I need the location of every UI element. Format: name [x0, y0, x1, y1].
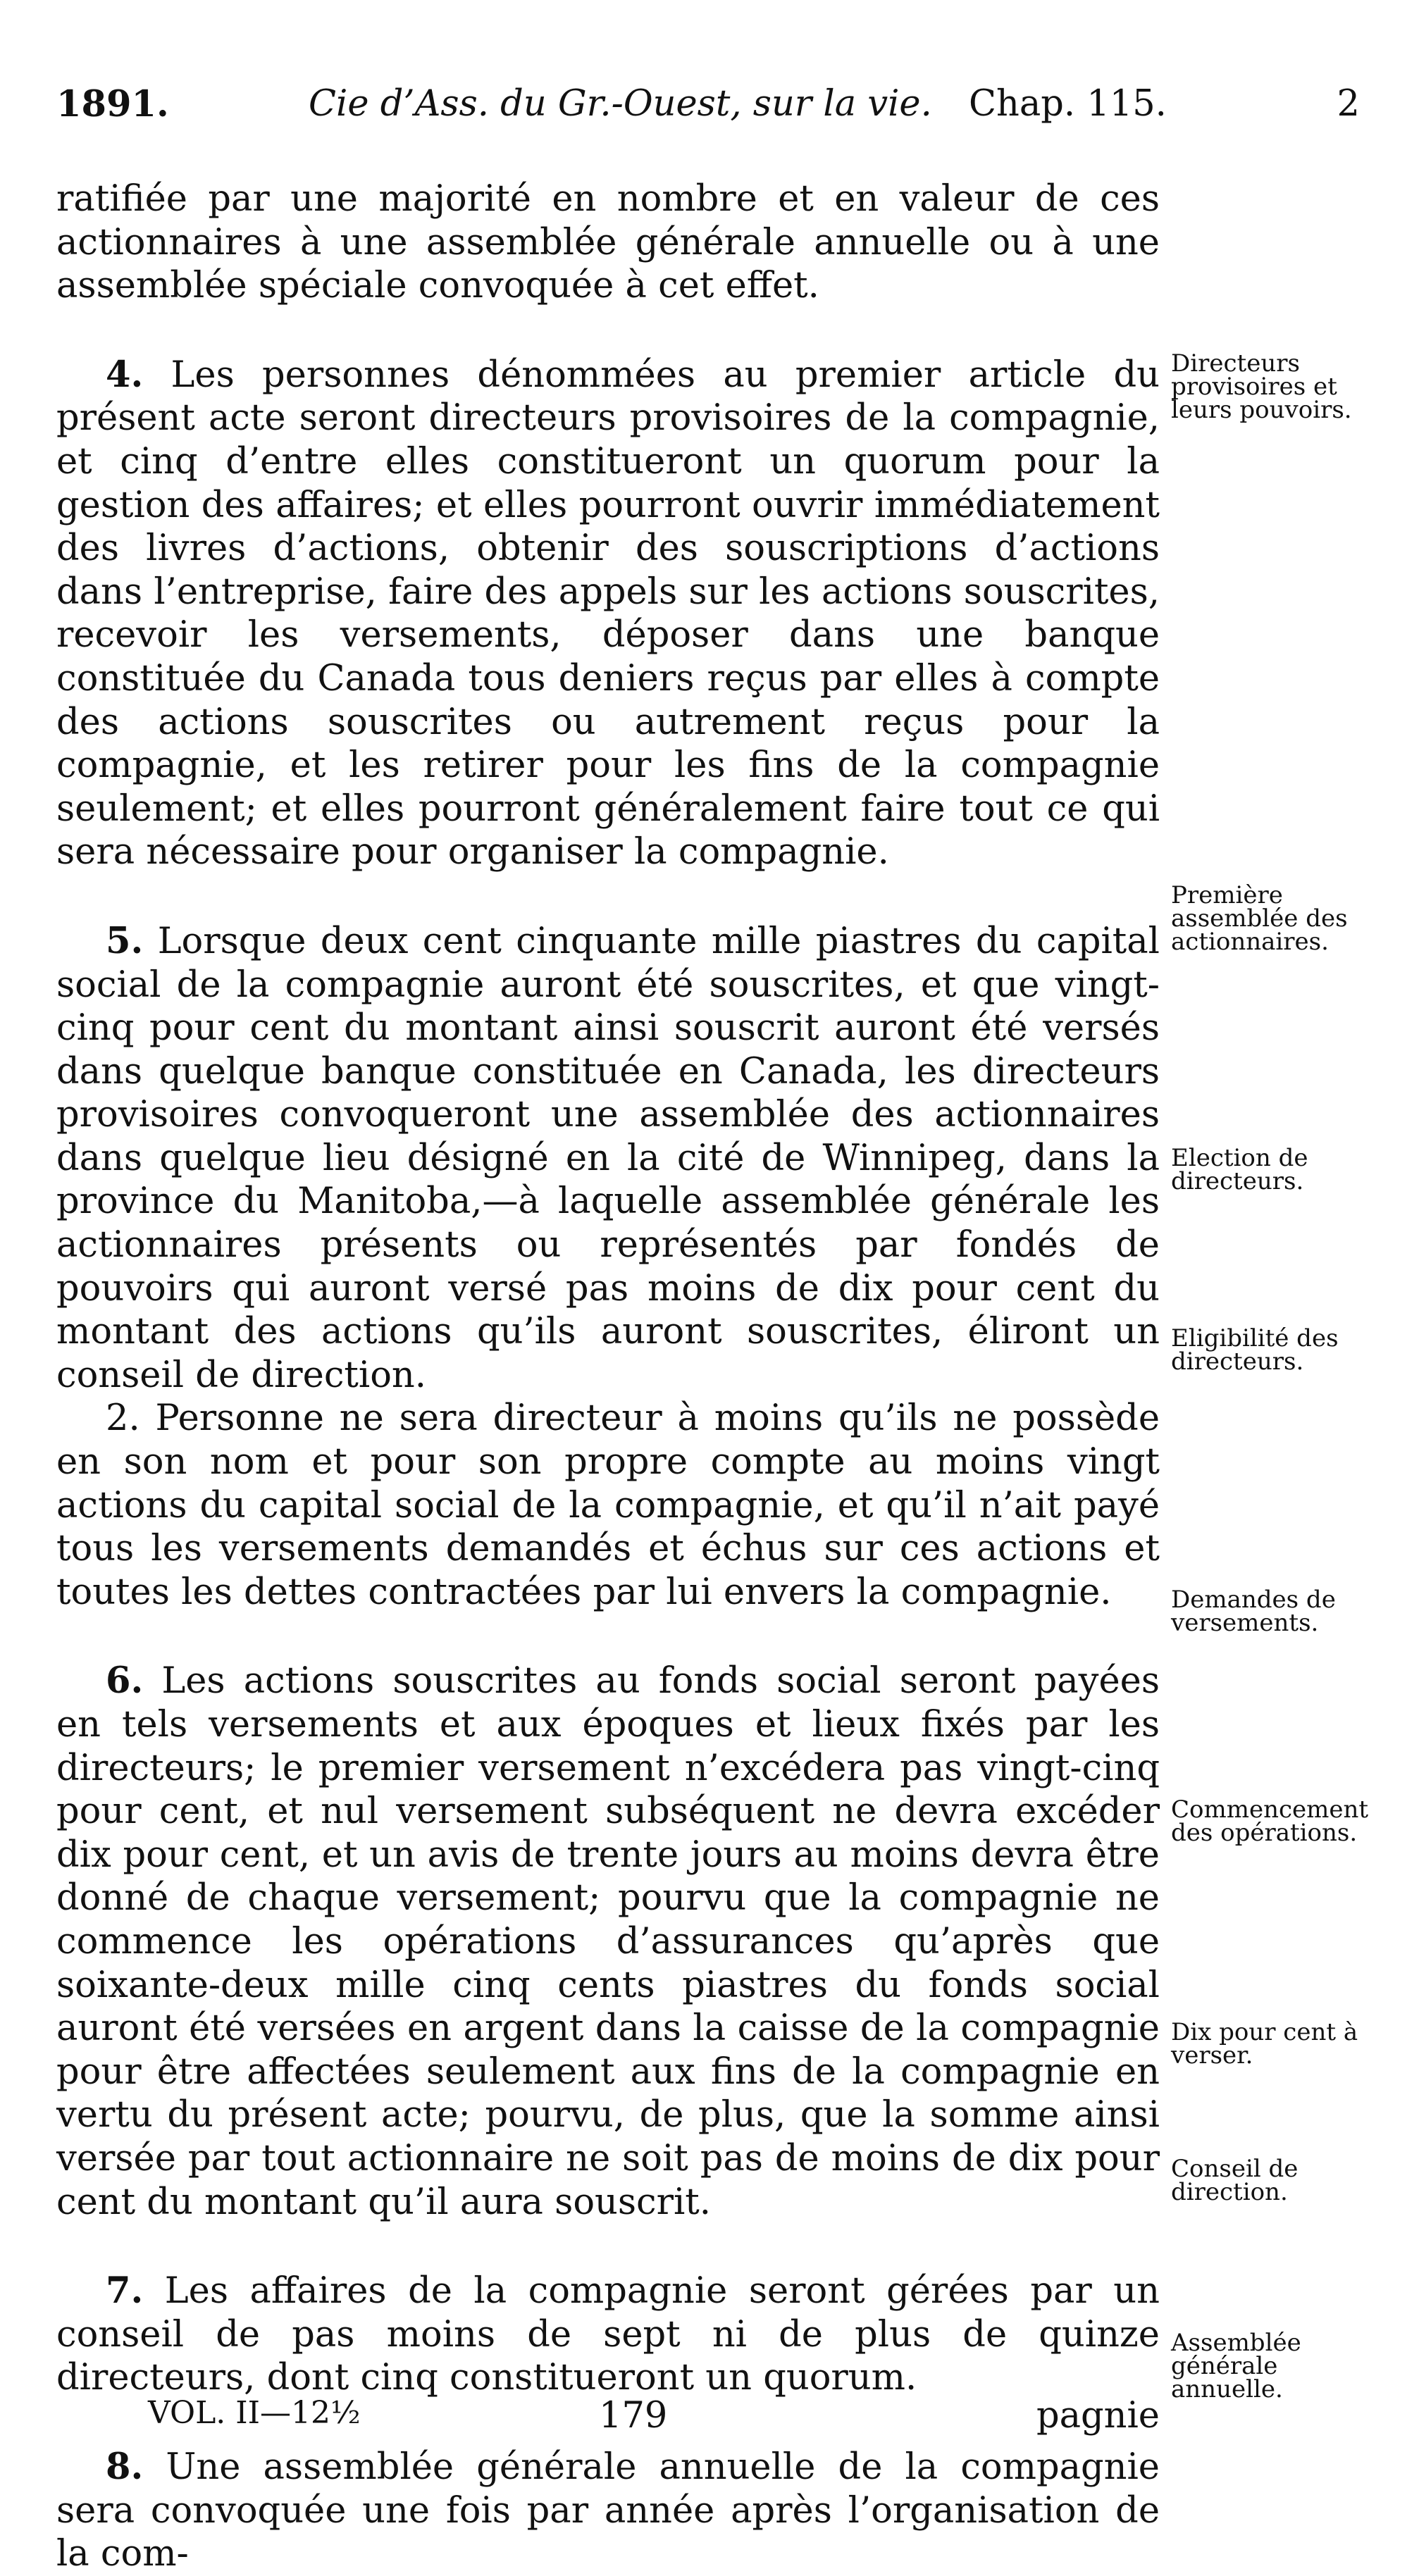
subsection-number: 2. [106, 1398, 140, 1440]
page-footer [56, 2395, 1160, 2444]
margin-note: Dix pour cent à verser. [1171, 2018, 1358, 2070]
paragraph-text: Les affaires de la compagnie seront gérées par un conseil de pas moins de sept ni de plus de quinze directeurs, dont cinq constitueront un quorum. [56, 2270, 1160, 2399]
header-year: 1891. [56, 83, 169, 125]
body-text [56, 178, 1160, 2576]
section-number: 8. [106, 2445, 144, 2488]
section-5-subsection-2 [56, 1397, 1160, 1614]
paragraph-text: Lorsque deux cent cinquante mille piastres du capital social de la compagnie auront été souscrites, et que vingt-cinq pour cent du montant ainsi souscrit auront été versés dans quelque banque constituée en Canada, les directeurs provisoires convoqueront une assemblée des actionnaires dans quelque lieu désigné en la cité de Winnipeg, dans la province du Manitoba,—à laquelle assemblée générale les actionnaires présents ou représentés par fondés de pouvoirs qui auront versé pas moins de dix pour cent du montant des actions qu’ils auront souscrites, éliront un conseil de direction. [56, 920, 1160, 1396]
margin-note: Demandes de versements. [1171, 1586, 1336, 1637]
section-number: 5. [106, 919, 144, 962]
margin-note: Première assemblée des actionnaires. [1171, 881, 1348, 956]
running-header [56, 83, 1360, 139]
section-8 [56, 2446, 1160, 2576]
paragraph-text: Une assemblée générale annuelle de la compagnie sera convoquée une fois par année après l’organisation de la com- [56, 2446, 1160, 2575]
section-number: 4. [106, 353, 144, 396]
header-title: Cie d’Ass. du Gr.-Ouest, sur la vie. [309, 83, 932, 125]
header-chapter: Chap. 115. [969, 83, 1167, 125]
paragraph-text: ratifiée par une majorité en nombre et en valeur de ces actionnaires à une assemblée générale annuelle ou à une assemblée spéciale convoquée à cet effet. [56, 178, 1160, 307]
margin-note: Directeurs provisoires et leurs pouvoirs. [1171, 349, 1352, 424]
section-number: 6. [106, 1660, 144, 1703]
footer-page-number: 179 [599, 2395, 668, 2437]
footer-catchword: pagnie [1036, 2395, 1160, 2437]
paragraph-continuation [56, 178, 1160, 308]
section-4 [56, 354, 1160, 874]
margin-note: Conseil de direction. [1171, 2155, 1299, 2206]
paragraph-text: Les actions souscrites au fonds social seront payées en tels versements et aux époques et lieux fixés par les directeurs; le premier versement n’excédera pas vingt-cinq pour cent, et nul versement subséquent ne devra excéder dix pour cent, et un avis de trente jours au moins devra être donné de chaque versement; pourvu que la compagnie ne commence les opérations d’assurances qu’après que soixante-deux mille cinq cents piastres du fonds social auront été versées en argent dans la caisse de la compagnie pour être affectées seulement aux fins de la compagnie en vertu du présent acte; pourvu, de plus, que la somme ainsi versée par tout actionnaire ne soit pas de moins de dix pour cent du montant qu’il aura souscrit. [56, 1660, 1160, 2223]
section-7 [56, 2270, 1160, 2400]
section-5 [56, 920, 1160, 1398]
footer-volume: VOL. II—12½ [148, 2395, 361, 2431]
section-number: 7. [106, 2270, 144, 2313]
paragraph-text: Personne ne sera directeur à moins qu’ils ne possède en son nom et pour son propre compte au moins vingt actions du capital social de la compagnie, et qu’il n’ait payé tous les versements demandés et échus sur ces actions et toutes les dettes contractées par lui envers la compagnie. [56, 1398, 1160, 1613]
paragraph-text: Les personnes dénommées au premier article du présent acte seront directeurs provisoires de la compagnie, et cinq d’entre elles constitueront un quorum pour la gestion des affaires; et elles pourront ouvrir immédiatement des livres d’actions, obtenir des souscriptions d’actions dans l’entreprise, faire des appels sur les actions souscrites, recevoir les versements, déposer dans une banque constituée du Canada tous deniers reçus par elles à compte des actions souscrites ou autrement reçus pour la compagnie, et les retirer pour les fins de la compagnie seulement; et elles pourront généralement faire tout ce qui sera nécessaire pour organiser la compagnie. [56, 354, 1160, 873]
margin-note: Assemblée générale annuelle. [1171, 2329, 1301, 2403]
margin-note: Commencement des opérations. [1171, 1796, 1369, 1847]
margin-note: Eligibilité des directeurs. [1171, 1324, 1339, 1376]
header-page-number: 2 [1337, 83, 1360, 125]
section-6 [56, 1660, 1160, 2224]
margin-note: Election de directeurs. [1171, 1144, 1308, 1195]
